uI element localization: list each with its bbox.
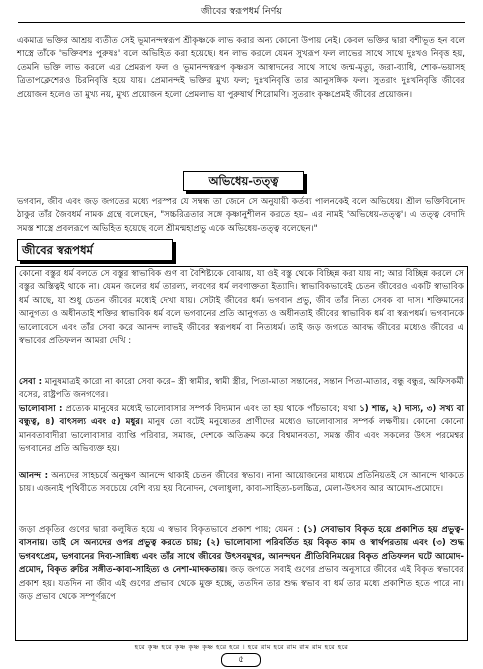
ananda-text: অন্যদের সাহচর্যে অনুক্ষণ আনন্দে থাকাই চেতন জীবের স্বভাব। নানা আয়োজনের মাধ্যমে প্রতিনিয়তই সে আনন্দে থাকতে চায়। এজন্যই পৃথিবীতে সবচেয়ে বেশি ব্যয় হয় বিনোদন, খেলাধুলা, কাব্য-সাহিত্য-চলচ্চিত্র, মেলা-উৎসব আর আমোদ-প্রমোদে। [19, 471, 465, 495]
ananda-label: আনন্দ : [19, 471, 49, 481]
intro-paragraph: একমাত্র ভক্তির আশ্রয় ব্যতীত সেই ভূমানন্দস্বরূপ শ্রীকৃষ্ণকে লাভ করার অন্য কোনো উপায় নেই। কেবল ভক্তির দ্বারা বশীভূত হন বলে শাস্ত্রে তাঁকে 'ভক্তিবশঃ পুরুষঃ' বলে অভিহিত করা হয়েছে। ধন লাভ করলে যেমন সুখরূপ ফল লাভের সাথে সাথে দুঃখও নিবৃত্ত হয়, তেমনি ভক্তি লাভ করলে এর প্রেমরূপ ফল ও ভূমানন্দস্বরূপ কৃষ্ণরস আস্বাদনের সাথে সাথে জন্ম-মৃত্যু, জরা-ব্যাধি, শোক-ভয়াসহ ত্রিতাপক্লেশেরও চিরনিবৃত্তি হয়ে যায়। প্রেমানন্দই ভক্তির মুখ্য ফল; দুঃখনিবৃত্তি তার আনুসঙ্গিক ফল। সুতরাং দুঃখনিবৃত্তি জীবের প্রয়োজন হলেও তা মুখ্য নয়, মুখ্য প্রয়োজন হলো প্রেমলাভ যা পুরুষার্থ শিরোমণি। সুতরাং কৃষ্ণপ্রেমই জীবের প্রয়োজন। [17, 36, 465, 100]
bhalobasa-rasas: ১) শান্ত, ২) দাস্য, ৩) সখ্য বা বন্ধুত্ব, ৪) বাৎসল্য এবং ৫) মধুর। [19, 404, 465, 428]
ananda-paragraph [19, 470, 464, 497]
seva-paragraph [19, 376, 464, 403]
svarupa-paragraph-1: কোনো বস্তুর ধর্ম বলতে সে বস্তুর স্বাভাবিক গুণ বা বৈশিষ্ট্যকে বোঝায়, যা ওই বস্তু থেকে বিচ্ছিন্ন করা যায় না; আর বিচ্ছিন্ন করলে সে বস্তুর অস্তিত্বই থাকে না। যেমন জলের ধর্ম তারল্য, লবণের ধর্ম লবণাক্ততা ইত্যাদি। স্বাভাবিকভাবেই চেতন জীবেরও একটি স্বাভাবিক ধর্ম আছে, যা শুধু চেতন জীবের মধ্যেই দেখা যায়। সেটাই জীবের ধর্ম। ভগবান প্রভু, জীব তাঁর নিত্য সেবক বা দাস। শক্তিমানের আনুগত্য ও অধীনতাই শক্তির স্বাভাবিক ধর্ম বলে ভগবানের প্রতি আনুগত্য ও অধীনতাই জীবের স্বাভাবিক ধর্ম বা স্বরূপধর্ম। ভগবানকে ভালোবেসে এবং তাঁর সেবা করে আনন্দ লাভই জীবের স্বরূপধর্ম বা নিত্যধর্ম। তাই জড় জগতে আবদ্ধ জীবের মধ্যেও জীবের এ স্বভাবের প্রতিফলন আমরা দেখি : [19, 269, 464, 347]
bhalobasa-text-1: প্রত্যেক মানুষের মধ্যেই ভালোবাসার সম্পর্ক বিদ্যমান এবং তা হয় থাকে পাঁচভাবে; যথা [65, 404, 357, 414]
bhalobasa-label: ভালোবাসা : [19, 404, 63, 414]
running-header: জীবের স্বরূপধর্ম নির্ণয় [200, 6, 283, 17]
abhidheya-paragraph: ভগবান, জীব এবং জড় জগতের মধ্যে পরস্পর যে সম্বন্ধ তা জেনে সে অনুযায়ী কর্তব্য পালনকেই বলে অভিধেয়। শ্রীল ভক্তিবিনোদ ঠাকুর তাঁর জৈবধর্ম নামক গ্রন্থে বলেছেন, "সচ্চরিত্রতার সঙ্গে কৃষ্ণানুশীলন করতে হয়– এর নামই 'অভিধেয়-তত্ত্ব'। এ তত্ত্ব বেদাদি সমস্ত শাস্ত্রে প্রবলরূপে অভিহিত হয়েছে বলে শ্রীমন্মহাপ্রভু একে অভিধেয়-তত্ত্ব বলেছেন।" [17, 197, 465, 234]
svarupa-dharma-block [15, 266, 468, 641]
svarupa-paragraph-2 [19, 524, 464, 604]
footer-rule [18, 640, 465, 641]
paragraph-2-start: জড়া প্রকৃতির গুণের দ্বারা কলুষিত হয়ে এ স্বভাব বিকৃতভাবে প্রকাশ পায়; যেমন : [19, 525, 300, 535]
bhalobasa-paragraph [19, 403, 464, 457]
bhalobasa-text-2: মানুষ তো বটেই মনুষ্যেতর প্রাণীদের মধ্যেও ভালোবাসার সম্পর্ক লক্ষণীয়। কোনো কোনো মানবতাবাদীরা ভালোবাসার ব্যাপ্তি পরিবার, সমাজ, দেশকে অতিক্রম করে বিশ্বমানবতা, সমস্ত জীব এবং সকলের উৎস পরমেশ্বর ভগবানের প্রতি অভিব্যক্ত হয়। [19, 417, 464, 455]
paragraph-2-end: জড় জগতে সবাই গুণের প্রভাব অনুসারে জীবের এই বিকৃত স্বভাবের প্রকাশ হয়। যতদিন না জীব এই গুণের প্রভাব থেকে মুক্ত হচ্ছে, ততদিন তার শুদ্ধ স্বভাব বা ধর্ম তার মধ্যে প্রকাশিত হতে পারে না। জড় প্রভাব থেকে সম্পূর্ণরূপে [19, 565, 465, 603]
paragraph-2-bold: (১) সেবাভাব বিকৃত হয়ে প্রকাশিত হয় প্রভুত্ব-বাসনায়। তাই সে অন্যদের ওপর প্রভুত্ব করতে চায়; (২) ভালোবাসা পরিবর্তিত হয় বিকৃত কাম ও স্বার্থপরতায় এবং (৩) শুদ্ধ ভগবৎপ্রেম, ভগবানের দিব্য-সান্নিধ্য এবং তাঁর সাথে জীবের উৎসবমুখর, আনন্দঘন প্রীতিবিনিময়ের বিকৃত প্রতিফলন ঘটে আমোদ-প্রমোদ, বিকৃত রুচির সঙ্গীত-কাব্য-সাহিত্য ও নেশা-মাদকতায়। [19, 525, 464, 576]
seva-label: সেবা : [19, 377, 43, 387]
section-title-abhidheya: অভিধেয়-তত্ত্ব [183, 171, 304, 191]
section-title-svarupa-dharma: জীবের স্বরূপধর্ম [17, 239, 173, 261]
header-rule [18, 22, 465, 23]
footer-mantra: হরে কৃষ্ণ হরে কৃষ্ণ কৃষ্ণ কৃষ্ণ হরে হরে । হরে রাম হরে রাম রাম রাম হরে হরে [134, 643, 349, 651]
seva-text: মানুষমাত্রই কারো না কারো সেবা করে– স্ত্রী স্বামীর, স্বামী স্ত্রীর, পিতা-মাতা সন্তানের, সন্তান পিতা-মাতার, বন্ধু বন্ধুর, অফিসকর্মী বসের, রাষ্ট্রপতি জনগণের। [19, 377, 465, 401]
page-number: ৫ [221, 653, 261, 667]
